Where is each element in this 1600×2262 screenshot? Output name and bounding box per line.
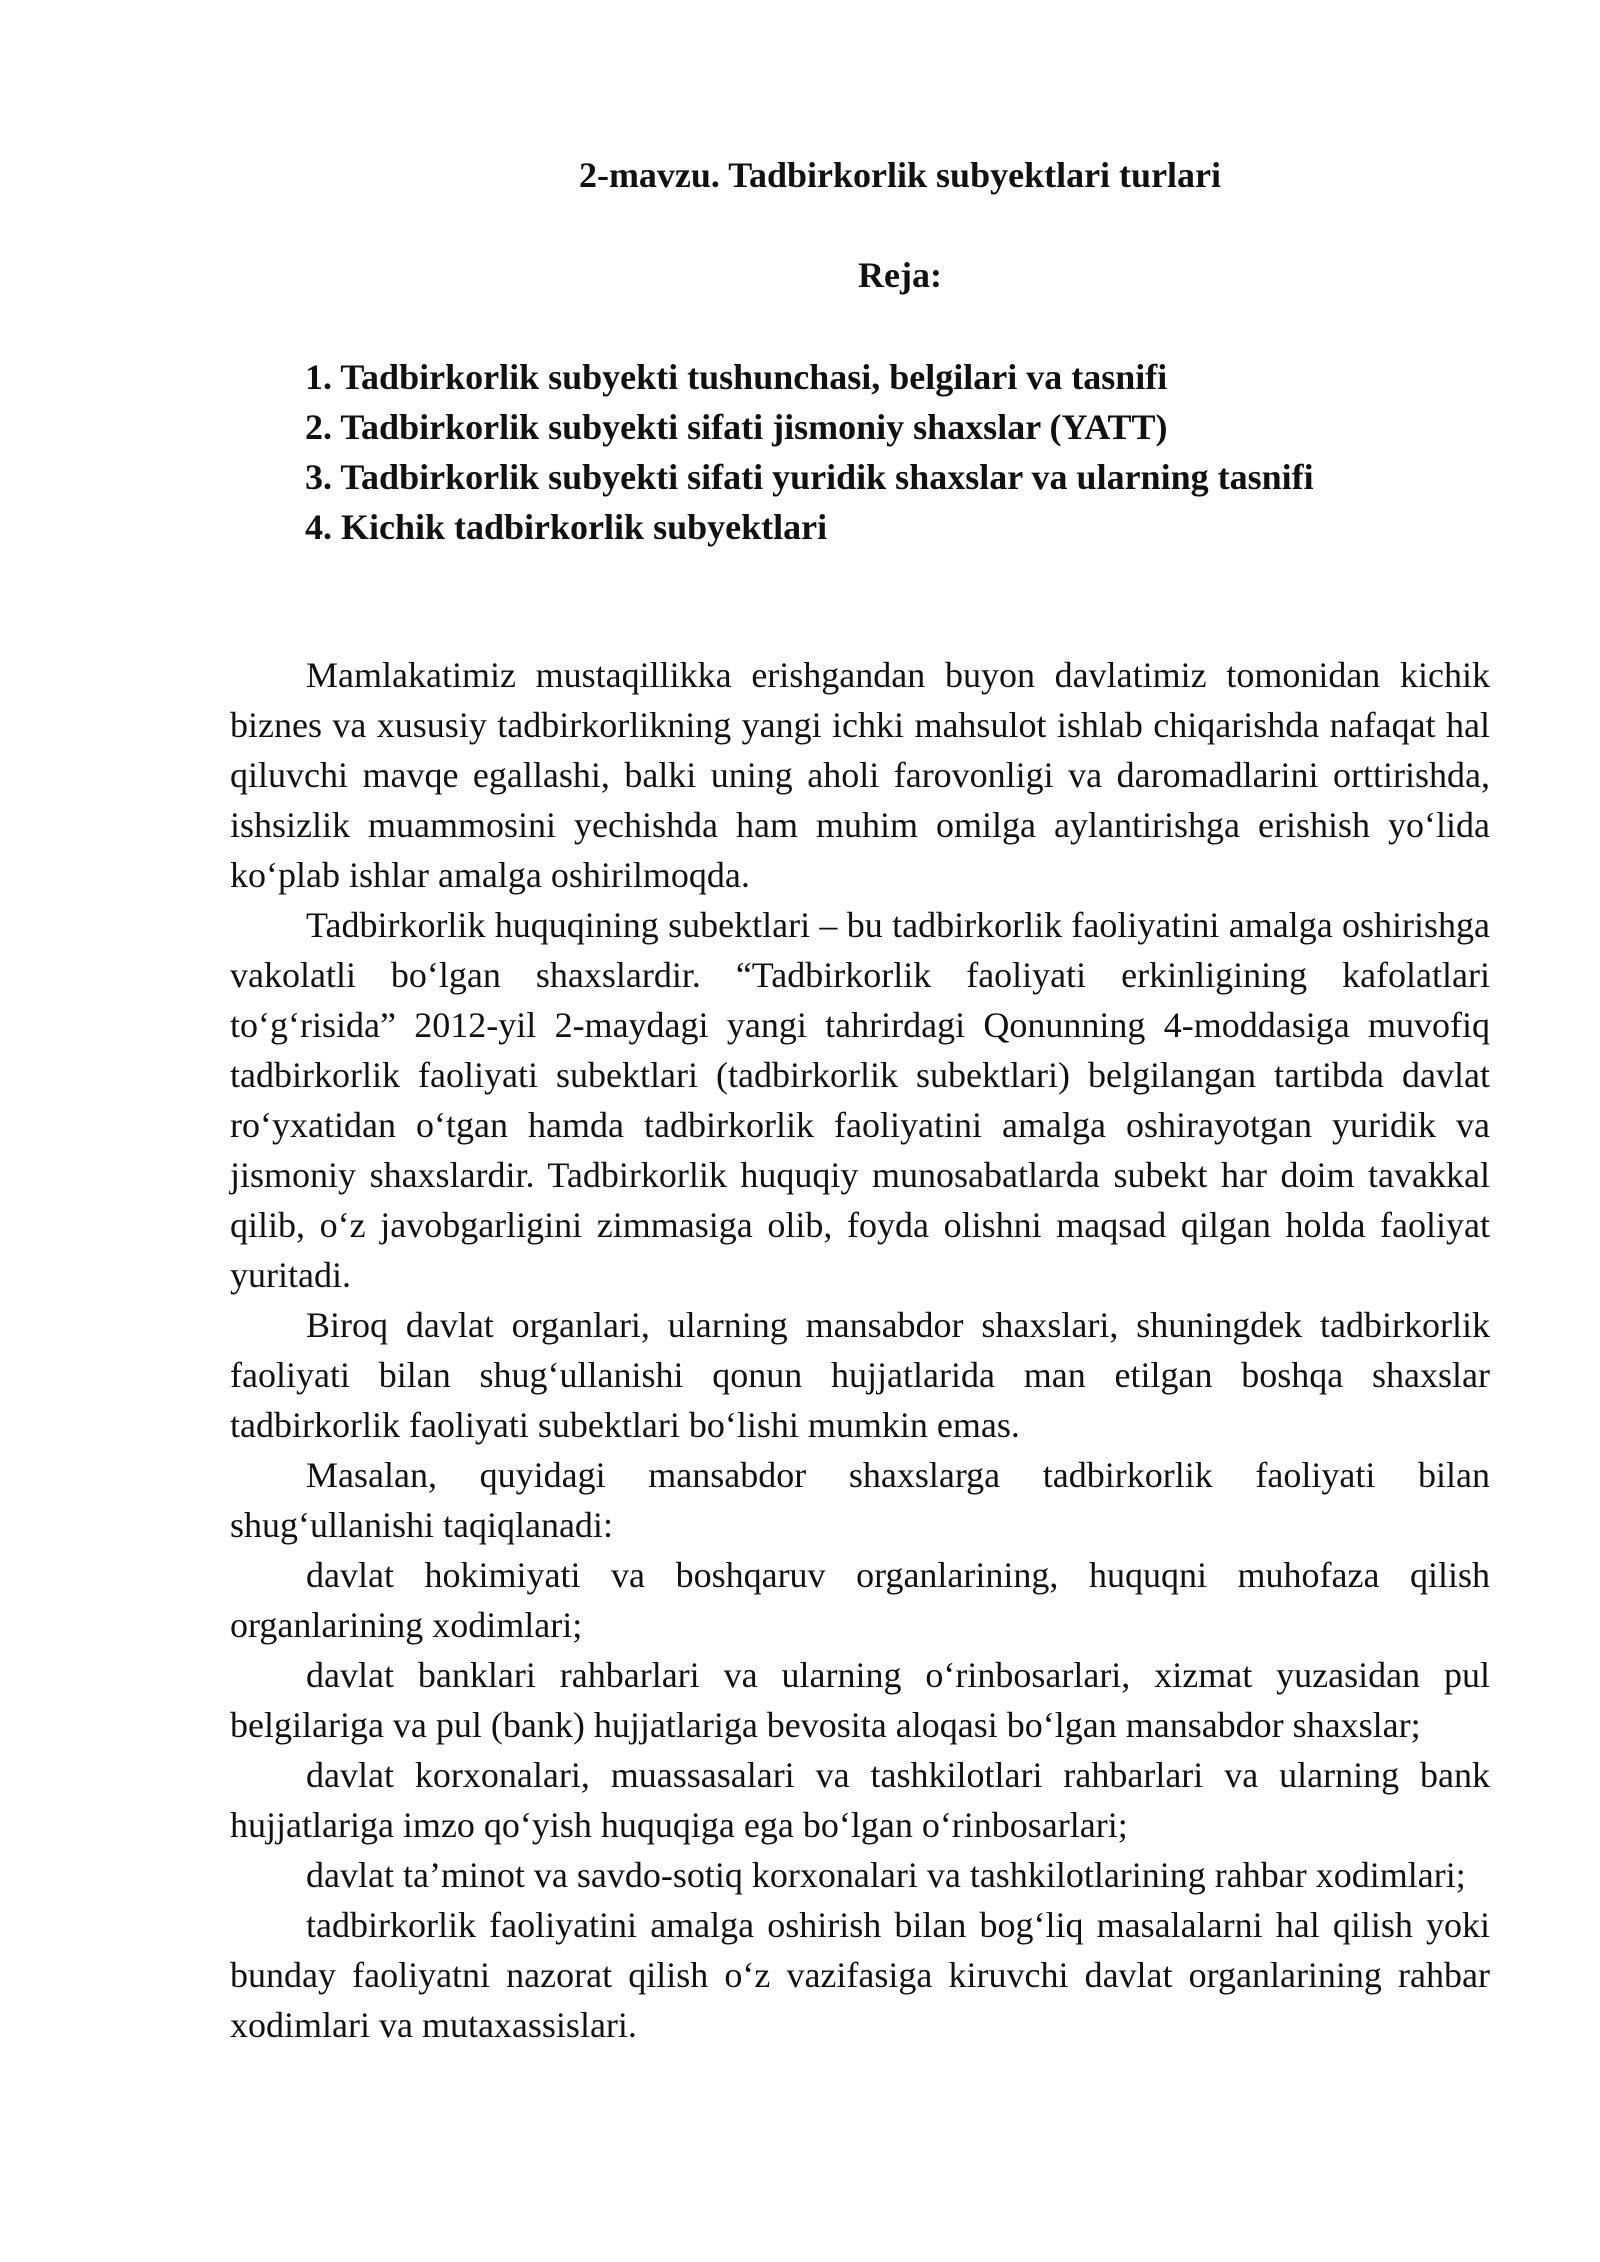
- body-paragraph: Masalan, quyidagi mansabdor shaxslarga tadbirkorlik faoliyati bilan shug‘ullanishi taqiqlanadi:: [230, 1455, 1490, 1545]
- body-paragraph: Mamlakatimiz mustaqillikka erishgandan buyon davlatimiz tomonidan kichik biznes va xususiy tadbirkorlikning yangi ichki mahsulot ishlab chiqarishda nafaqat hal qiluvchi mavqe egallashi, balki uning aholi farovonligi va daromadlarini orttirishda, ishsizlik muammosini yechishda ham muhim omilga aylantirishga erishish yo‘lida ko‘plab ishlar amalga oshirilmoqda.: [230, 655, 1490, 895]
- plan-heading: Reja:: [858, 255, 942, 295]
- list-paragraph: davlat hokimiyati va boshqaruv organlarining, huquqni muhofaza qilish organlarining xodimlari;: [230, 1555, 1490, 1645]
- list-paragraph: davlat banklari rahbarlari va ularning o‘rinbosarlari, xizmat yuzasidan pul belgilariga va pul (bank) hujjatlariga bevosita aloqasi bo‘lgan mansabdor shaxslar;: [230, 1655, 1490, 1745]
- body-paragraph: Tadbirkorlik huquqining subektlari – bu tadbirkorlik faoliyatini amalga oshirishga vakolatli bo‘lgan shaxslardir. “Tadbirkorlik faoliyati erkinligining kafolatlari to‘g‘risida” 2012-yil 2-maydagi yangi tahrirdagi Qonunning 4-moddasiga muvofiq tadbirkorlik faoliyati subektlari (tadbirkorlik subektlari) belgilangan tartibda davlat ro‘yxatidan o‘tgan hamda tadbirkorlik faoliyatini amalga oshirayotgan yuridik va jismoniy shaxslardir. Tadbirkorlik huquqiy munosabatlarda subekt har doim tavakkal qilib, o‘z javobgarligini zimmasiga olib, foyda olishni maqsad qilgan holda faoliyat yuritadi.: [230, 905, 1490, 1295]
- plan-item: 2. Tadbirkorlik subyekti sifati jismoniy shaxslar (YATT): [305, 407, 1168, 447]
- plan-item: 1. Tadbirkorlik subyekti tushunchasi, belgilari va tasnifi: [305, 357, 1168, 397]
- list-paragraph: davlat korxonalari, muassasalari va tashkilotlari rahbarlari va ularning bank hujjatlariga imzo qo‘yish huquqiga ega bo‘lgan o‘rinbosarlari;: [230, 1755, 1490, 1845]
- plan-item: 4. Kichik tadbirkorlik subyektlari: [305, 507, 828, 547]
- document-title: 2-mavzu. Tadbirkorlik subyektlari turlari: [578, 155, 1222, 195]
- plan-list: [305, 352, 1505, 552]
- list-paragraph: davlat ta’minot va savdo-sotiq korxonalari va tashkilotlarining rahbar xodimlari;: [306, 1855, 1466, 1895]
- body-paragraph: Biroq davlat organlari, ularning mansabdor shaxslari, shuningdek tadbirkorlik faoliyati bilan shug‘ullanishi qonun hujjatlarida man etilgan boshqa shaxslar tadbirkorlik faoliyati subektlari bo‘lishi mumkin emas.: [230, 1305, 1490, 1445]
- plan-item: 3. Tadbirkorlik subyekti sifati yuridik shaxslar va ularning tasnifi: [305, 457, 1314, 497]
- document-body: [230, 650, 1490, 2050]
- list-paragraph: tadbirkorlik faoliyatini amalga oshirish bilan bog‘liq masalalarni hal qilish yoki bunday faoliyatni nazorat qilish o‘z vazifasiga kiruvchi davlat organlarining rahbar xodimlari va mutaxassislari.: [230, 1905, 1490, 2045]
